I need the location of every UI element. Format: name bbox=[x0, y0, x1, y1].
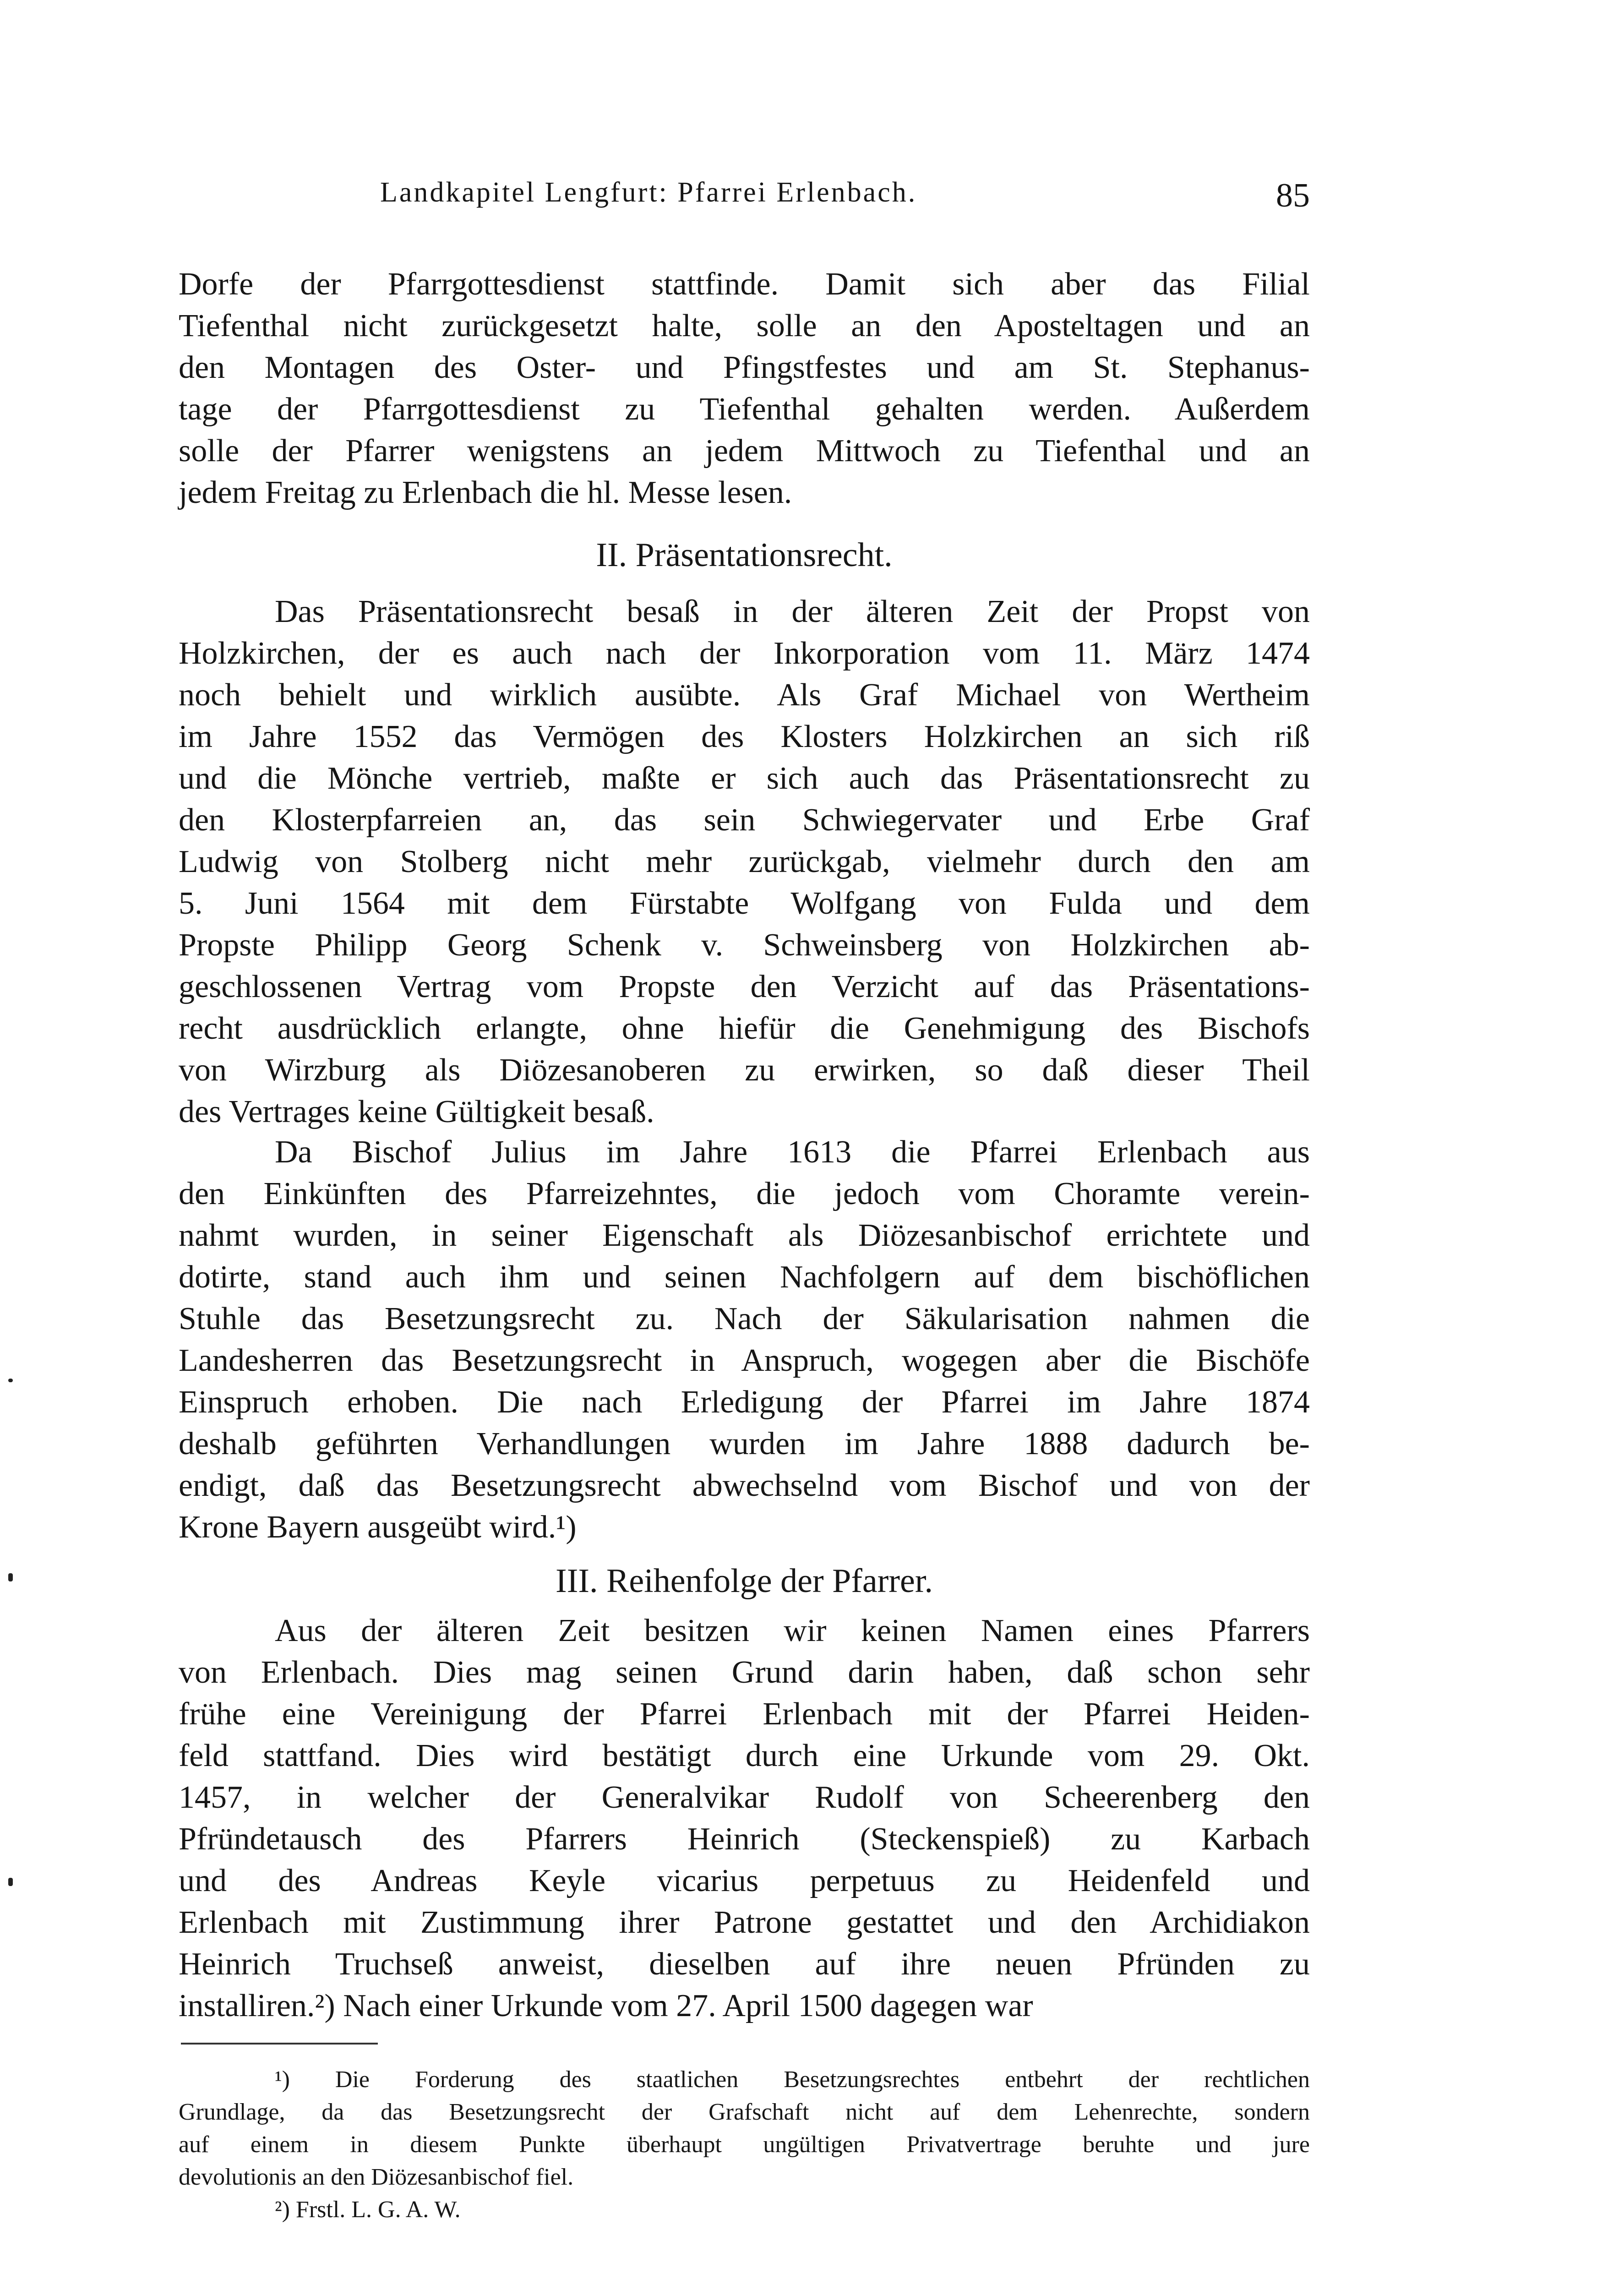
paragraph-continued bbox=[179, 263, 1310, 513]
text-line: Pfründetausch des Pfarrers Heinrich (Steckenspieß) zu Karbach bbox=[179, 1821, 1310, 1857]
text-line: dotirte, stand auch ihm und seinen Nachfolgern auf dem bischöflichen bbox=[179, 1260, 1310, 1295]
text-line: Da Bischof Julius im Jahre 1613 die Pfarrei Erlenbach aus bbox=[275, 1134, 1310, 1170]
footnote-1 bbox=[179, 2063, 1310, 2193]
text-line: Propste Philipp Georg Schenk v. Schweinsberg von Holzkirchen ab- bbox=[179, 927, 1310, 963]
running-title: Landkapitel Lengfurt: Pfarrei Erlenbach. bbox=[380, 177, 917, 208]
text-line: geschlossenen Vertrag vom Propste den Verzicht auf das Präsentations- bbox=[179, 969, 1310, 1004]
text-line: noch behielt und wirklich ausübte. Als Graf Michael von Wertheim bbox=[179, 677, 1310, 713]
text-line: solle der Pfarrer wenigstens an jedem Mittwoch zu Tiefenthal und an bbox=[179, 433, 1310, 469]
text-line: und die Mönche vertrieb, maßte er sich auch das Präsentationsrecht zu bbox=[179, 761, 1310, 796]
text-line: Aus der älteren Zeit besitzen wir keinen Namen eines Pfarrers bbox=[275, 1613, 1310, 1648]
text-line: Heinrich Truchseß anweist, dieselben auf ihre neuen Pfründen zu bbox=[179, 1946, 1310, 1982]
text-line: frühe eine Vereinigung der Pfarrei Erlenbach mit der Pfarrei Heiden- bbox=[179, 1696, 1310, 1732]
text-line: ²) Frstl. L. G. A. W. bbox=[275, 2197, 461, 2223]
section-heading-iii: III. Reihenfolge der Pfarrer. bbox=[556, 1562, 933, 1600]
text-line: endigt, daß das Besetzungsrecht abwechselnd vom Bischof und von der bbox=[179, 1468, 1310, 1503]
text-line: installiren.²) Nach einer Urkunde vom 27. April 1500 dagegen war bbox=[179, 1988, 1033, 2023]
text-line: Grundlage, da das Besetzungsrecht der Grafschaft nicht auf dem Lehenrechte, sondern bbox=[179, 2099, 1310, 2125]
text-line: Erlenbach mit Zustimmung ihrer Patrone gestattet und den Archidiakon bbox=[179, 1905, 1310, 1940]
text-line: Das Präsentationsrecht besaß in der älteren Zeit der Propst von bbox=[275, 594, 1310, 629]
text-line: Einspruch erhoben. Die nach Erledigung der Pfarrei im Jahre 1874 bbox=[179, 1385, 1310, 1420]
scan-mark bbox=[8, 1573, 13, 1581]
text-line: devolutionis an den Diözesanbischof fiel. bbox=[179, 2164, 574, 2190]
text-line: 1457, in welcher der Generalvikar Rudolf von Scheerenberg den bbox=[179, 1780, 1310, 1815]
text-line: jedem Freitag zu Erlenbach die hl. Messe lesen. bbox=[179, 475, 792, 510]
text-line: 5. Juni 1564 mit dem Fürstabte Wolfgang von Fulda und dem bbox=[179, 886, 1310, 921]
text-line: Holzkirchen, der es auch nach der Inkorporation vom 11. März 1474 bbox=[179, 636, 1310, 671]
text-line: von Erlenbach. Dies mag seinen Grund darin haben, daß schon sehr bbox=[179, 1655, 1310, 1690]
text-line: Landesherren das Besetzungsrecht in Anspruch, wogegen aber die Bischöfe bbox=[179, 1343, 1310, 1378]
text-line: recht ausdrücklich erlangte, ohne hiefür die Genehmigung des Bischofs bbox=[179, 1011, 1310, 1046]
text-line: nahmt wurden, in seiner Eigenschaft als Diözesanbischof errichtete und bbox=[179, 1218, 1310, 1253]
footnote-2 bbox=[179, 2193, 1310, 2226]
text-line: von Wirzburg als Diözesanoberen zu erwirken, so daß dieser Theil bbox=[179, 1052, 1310, 1088]
paragraph-presentation-right bbox=[179, 591, 1310, 1133]
section-heading-ii: II. Präsentationsrecht. bbox=[596, 536, 893, 574]
text-line: den Einkünften des Pfarreizehntes, die jedoch vom Choramte verein- bbox=[179, 1176, 1310, 1211]
text-line: ¹) Die Forderung des staatlichen Besetzungsrechtes entbehrt der rechtlichen bbox=[275, 2066, 1310, 2093]
text-line: und des Andreas Keyle vicarius perpetuus zu Heidenfeld und bbox=[179, 1863, 1310, 1898]
paragraph-pastor-succession bbox=[179, 1610, 1310, 2027]
text-line: deshalb geführten Verhandlungen wurden im Jahre 1888 dadurch be- bbox=[179, 1426, 1310, 1461]
scan-mark bbox=[8, 1878, 13, 1886]
text-line: des Vertrages keine Gültigkeit besaß. bbox=[179, 1094, 654, 1129]
text-line: tage der Pfarrgottesdienst zu Tiefenthal gehalten werden. Außerdem bbox=[179, 392, 1310, 427]
text-line: den Montagen des Oster- und Pfingstfestes und am St. Stephanus- bbox=[179, 350, 1310, 385]
text-line: im Jahre 1552 das Vermögen des Klosters Holzkirchen an sich riß bbox=[179, 719, 1310, 754]
text-line: Ludwig von Stolberg nicht mehr zurückgab, vielmehr durch den am bbox=[179, 844, 1310, 879]
text-line: Stuhle das Besetzungsrecht zu. Nach der Säkularisation nahmen die bbox=[179, 1301, 1310, 1336]
scan-mark bbox=[8, 1379, 13, 1382]
page-number: 85 bbox=[1276, 177, 1310, 214]
footnote-divider bbox=[181, 2043, 378, 2045]
paragraph-bishop-julius bbox=[179, 1131, 1310, 1548]
text-line: feld stattfand. Dies wird bestätigt durch eine Urkunde vom 29. Okt. bbox=[179, 1738, 1310, 1773]
text-line: Dorfe der Pfarrgottesdienst stattfinde. Damit sich aber das Filial bbox=[179, 267, 1310, 302]
text-line: den Klosterpfarreien an, das sein Schwiegervater und Erbe Graf bbox=[179, 802, 1310, 838]
text-line: Tiefenthal nicht zurückgesetzt halte, solle an den Aposteltagen und an bbox=[179, 308, 1310, 344]
text-line: Krone Bayern ausgeübt wird.¹) bbox=[179, 1510, 577, 1545]
text-line: auf einem in diesem Punkte überhaupt ungültigen Privatvertrage beruhte und jure bbox=[179, 2132, 1310, 2158]
